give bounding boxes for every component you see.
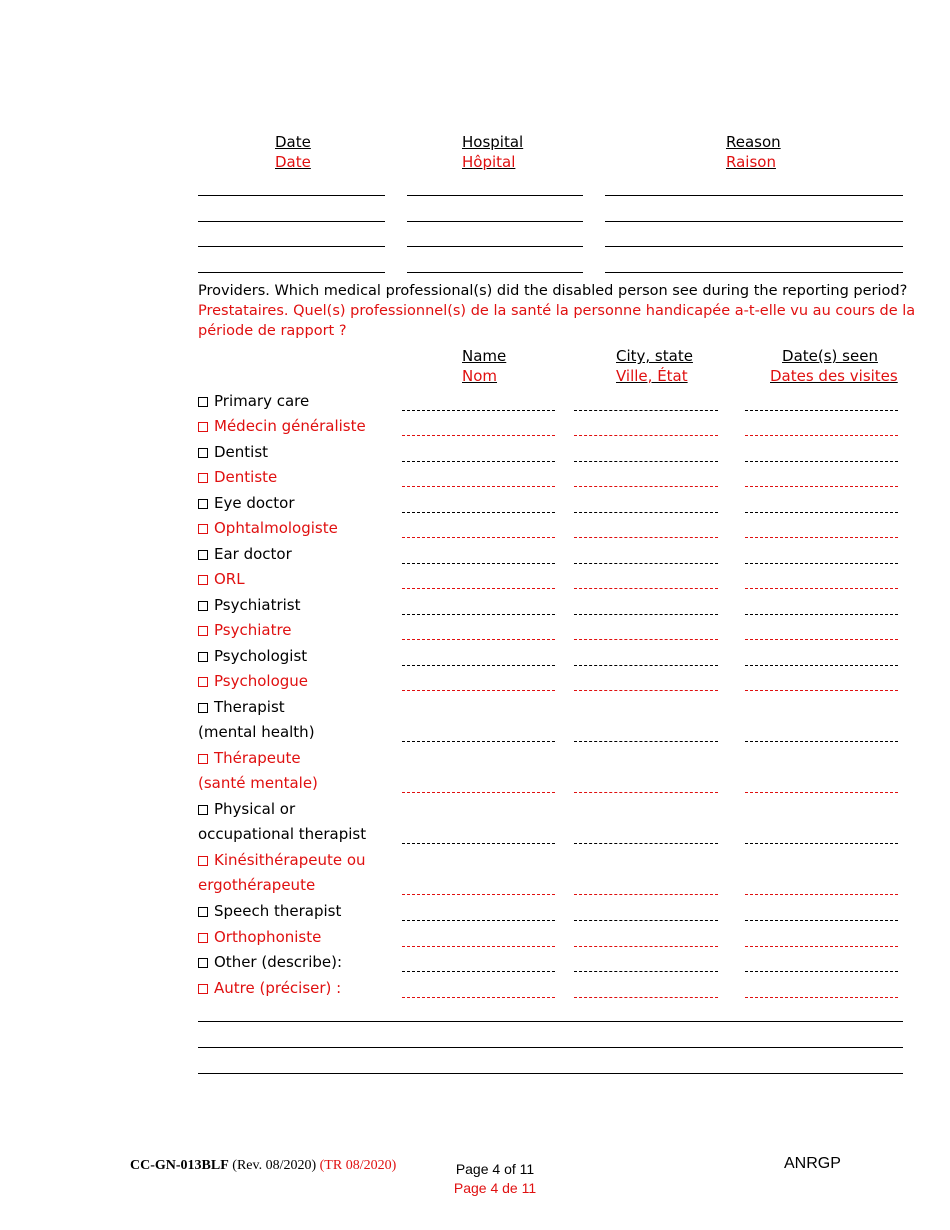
date-line[interactable] (198, 221, 385, 222)
checkbox[interactable] (198, 958, 208, 968)
checkbox[interactable] (198, 754, 208, 764)
name-entry-line[interactable] (402, 461, 555, 462)
dates-seen-entry-line[interactable] (745, 792, 898, 793)
reason-line[interactable] (605, 272, 903, 273)
city-state-entry-line[interactable] (574, 946, 718, 947)
city-state-entry-line[interactable] (574, 563, 718, 564)
dates-seen-entry-line[interactable] (745, 410, 898, 411)
provider-item-eye-doctor[interactable]: Eye doctor (198, 491, 295, 516)
checkbox[interactable] (198, 703, 208, 713)
date-line[interactable] (198, 272, 385, 273)
checkbox[interactable] (198, 984, 208, 994)
dates-seen-entry-line[interactable] (745, 614, 898, 615)
dates-seen-entry-line[interactable] (745, 971, 898, 972)
dates-seen-entry-line[interactable] (745, 461, 898, 462)
reason-line[interactable] (605, 221, 903, 222)
provider-item-speech-therapist-fr[interactable]: Orthophoniste (198, 925, 321, 950)
checkbox[interactable] (198, 601, 208, 611)
provider-item-therapist-fr[interactable]: Thérapeute (198, 746, 301, 771)
checkbox[interactable] (198, 422, 208, 432)
city-state-entry-line[interactable] (574, 690, 718, 691)
name-entry-line[interactable] (402, 665, 555, 666)
city-state-entry-line[interactable] (574, 614, 718, 615)
provider-item-speech-therapist[interactable]: Speech therapist (198, 899, 341, 924)
city-state-entry-line[interactable] (574, 665, 718, 666)
city-state-entry-line[interactable] (574, 920, 718, 921)
name-entry-line[interactable] (402, 563, 555, 564)
reason-line[interactable] (605, 246, 903, 247)
provider-item-therapist-fr-cont: (santé mentale) (198, 774, 318, 792)
name-entry-line[interactable] (402, 741, 555, 742)
checkbox[interactable] (198, 805, 208, 815)
describe-line[interactable] (198, 1021, 903, 1022)
city-state-entry-line[interactable] (574, 971, 718, 972)
providers-question-fr-cont: période de rapport ? (198, 323, 347, 339)
checkbox[interactable] (198, 397, 208, 407)
city-state-entry-line[interactable] (574, 843, 718, 844)
provider-item-psychologist[interactable]: Psychologist (198, 644, 307, 669)
hospital-line[interactable] (407, 272, 583, 273)
provider-item-therapist[interactable]: Therapist (198, 695, 285, 720)
provider-item-physical-therapist-fr[interactable]: Kinésithérapeute ou (198, 848, 366, 873)
agency-code: ANRGP (784, 1155, 841, 1172)
checkbox[interactable] (198, 575, 208, 585)
city-state-entry-line[interactable] (574, 512, 718, 513)
provider-item-psychiatrist-fr[interactable]: Psychiatre (198, 618, 292, 643)
checkbox[interactable] (198, 856, 208, 866)
checkbox[interactable] (198, 473, 208, 483)
city-state-entry-line[interactable] (574, 435, 718, 436)
city-state-entry-line[interactable] (574, 792, 718, 793)
provider-item-eye-doctor-fr[interactable]: Ophtalmologiste (198, 516, 338, 541)
name-entry-line[interactable] (402, 792, 555, 793)
dates-seen-entry-line[interactable] (745, 563, 898, 564)
date-line[interactable] (198, 195, 385, 196)
describe-line[interactable] (198, 1073, 903, 1074)
city-state-header: City, state Ville, État (616, 347, 693, 385)
providers-question-en: Providers. Which medical professional(s) did the disabled person see during the reporting period? (198, 283, 908, 299)
city-state-entry-line[interactable] (574, 537, 718, 538)
provider-item-physical-therapist-fr-cont: ergothérapeute (198, 876, 316, 894)
name-entry-line[interactable] (402, 997, 555, 998)
name-entry-line[interactable] (402, 894, 555, 895)
checkbox[interactable] (198, 652, 208, 662)
dates-seen-entry-line[interactable] (745, 537, 898, 538)
checkbox[interactable] (198, 677, 208, 687)
provider-item-other-fr[interactable]: Autre (préciser) : (198, 976, 341, 1001)
providers-question (198, 281, 915, 341)
name-entry-line[interactable] (402, 614, 555, 615)
city-state-entry-line[interactable] (574, 410, 718, 411)
checkbox[interactable] (198, 524, 208, 534)
dates-seen-entry-line[interactable] (745, 843, 898, 844)
dates-seen-entry-line[interactable] (745, 690, 898, 691)
dates-seen-entry-line[interactable] (745, 741, 898, 742)
hospital-line[interactable] (407, 221, 583, 222)
city-state-entry-line[interactable] (574, 997, 718, 998)
form-code-block (130, 1158, 396, 1174)
name-entry-line[interactable] (402, 920, 555, 921)
checkbox[interactable] (198, 499, 208, 509)
hospital-line[interactable] (407, 246, 583, 247)
checkbox[interactable] (198, 907, 208, 917)
dates-seen-entry-line[interactable] (745, 894, 898, 895)
hospital-line[interactable] (407, 195, 583, 196)
reason-line[interactable] (605, 195, 903, 196)
dates-seen-entry-line[interactable] (745, 435, 898, 436)
name-entry-line[interactable] (402, 512, 555, 513)
page-number: Page 4 of 11 Page 4 de 11 (453, 1161, 537, 1196)
provider-item-dentist[interactable]: Dentist (198, 440, 268, 465)
dates-seen-entry-line[interactable] (745, 486, 898, 487)
name-entry-line[interactable] (402, 971, 555, 972)
dates-seen-entry-line[interactable] (745, 946, 898, 947)
city-state-entry-line[interactable] (574, 741, 718, 742)
date-line[interactable] (198, 246, 385, 247)
dates-seen-entry-line[interactable] (745, 588, 898, 589)
name-entry-line[interactable] (402, 946, 555, 947)
describe-line[interactable] (198, 1047, 903, 1048)
name-entry-line[interactable] (402, 486, 555, 487)
hospital-header: Hospital Hôpital (462, 133, 524, 171)
provider-item-therapist-cont: (mental health) (198, 723, 315, 741)
city-state-entry-line[interactable] (574, 486, 718, 487)
provider-item-ear-doctor-fr[interactable]: ORL (198, 567, 245, 592)
name-entry-line[interactable] (402, 537, 555, 538)
checkbox[interactable] (198, 550, 208, 560)
form-translation: (TR 08/2020) (319, 1158, 397, 1173)
checkbox[interactable] (198, 448, 208, 458)
name-entry-line[interactable] (402, 690, 555, 691)
dates-seen-entry-line[interactable] (745, 639, 898, 640)
provider-item-psychiatrist[interactable]: Psychiatrist (198, 593, 301, 618)
name-entry-line[interactable] (402, 588, 555, 589)
checkbox[interactable] (198, 933, 208, 943)
dates-seen-entry-line[interactable] (745, 920, 898, 921)
dates-seen-entry-line[interactable] (745, 512, 898, 513)
date-header: Date Date (275, 133, 311, 171)
dates-seen-entry-line[interactable] (745, 997, 898, 998)
form-code: CC-GN-013BLF (130, 1158, 229, 1173)
provider-item-primary-care-fr[interactable]: Médecin généraliste (198, 414, 366, 439)
reason-header: Reason Raison (726, 133, 781, 171)
name-entry-line[interactable] (402, 639, 555, 640)
city-state-entry-line[interactable] (574, 588, 718, 589)
provider-item-physical-therapist-cont: occupational therapist (198, 825, 367, 843)
provider-item-psychologist-fr[interactable]: Psychologue (198, 669, 308, 694)
provider-item-primary-care[interactable]: Primary care (198, 389, 309, 414)
checkbox[interactable] (198, 626, 208, 636)
name-entry-line[interactable] (402, 435, 555, 436)
city-state-entry-line[interactable] (574, 639, 718, 640)
city-state-entry-line[interactable] (574, 461, 718, 462)
dates-seen-header: Date(s) seen Dates des visites (770, 347, 898, 385)
provider-item-ear-doctor[interactable]: Ear doctor (198, 542, 292, 567)
provider-item-dentist-fr[interactable]: Dentiste (198, 465, 277, 490)
dates-seen-entry-line[interactable] (745, 665, 898, 666)
provider-item-other[interactable]: Other (describe): (198, 950, 342, 975)
form-revision: (Rev. 08/2020) (232, 1158, 317, 1173)
name-entry-line[interactable] (402, 843, 555, 844)
providers-question-fr: Prestataires. Quel(s) professionnel(s) de la santé la personne handicapée a-t-elle vu au cours de la (198, 303, 916, 319)
name-entry-line[interactable] (402, 410, 555, 411)
name-header: Name Nom (462, 347, 507, 385)
city-state-entry-line[interactable] (574, 894, 718, 895)
provider-item-physical-therapist[interactable]: Physical or (198, 797, 295, 822)
